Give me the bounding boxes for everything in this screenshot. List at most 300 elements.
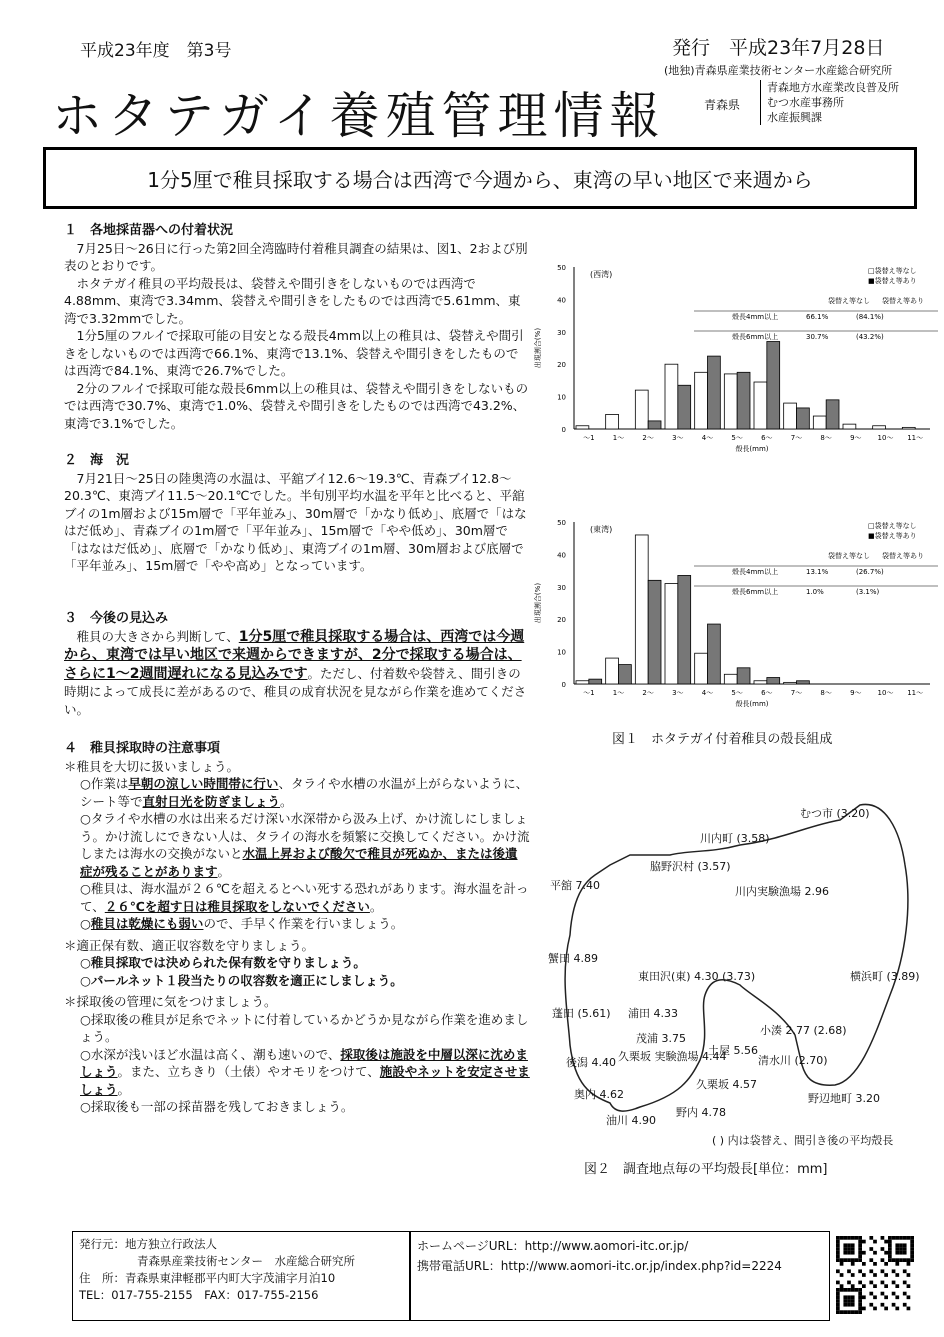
qr-module — [862, 1251, 866, 1255]
qr-module — [843, 1247, 847, 1251]
qr-module — [888, 1240, 892, 1244]
bar — [576, 681, 589, 684]
paragraph: 2分のフルイで採取可能な殻長6mm以上の稚貝は、袋替えや間引きをしないものでは西湾で30.7%、東湾で1.0%、袋替えや間引きをしたものでは西湾で43.2%、東湾で3.1%でした。 — [64, 380, 529, 431]
item: ＊適正保有数、適正収容数を守りましょう。 — [64, 937, 315, 953]
qr-module — [899, 1258, 903, 1262]
qr-module — [907, 1295, 911, 1299]
legend-entry: ■袋替え等あり — [868, 532, 917, 540]
qr-module — [855, 1258, 859, 1262]
qr-module — [862, 1273, 866, 1277]
mobile-url[interactable]: 携帯電話URL：http://www.aomori-itc.or.jp/index.php?id=2224 — [417, 1259, 782, 1273]
x-tick-label: 7～ — [790, 434, 803, 442]
qr-module — [858, 1236, 862, 1240]
qr-module — [851, 1310, 855, 1314]
qr-module — [869, 1303, 873, 1307]
qr-module — [858, 1310, 862, 1314]
qr-module — [858, 1243, 862, 1247]
qr-module — [858, 1292, 862, 1296]
qr-module — [873, 1262, 877, 1266]
legend-entry: ■袋替え等あり — [868, 277, 917, 285]
map-station: むつ市 (3.20) — [800, 807, 870, 820]
qr-module — [899, 1251, 903, 1255]
x-tick-label: 10～ — [877, 689, 894, 697]
bar — [648, 421, 661, 429]
legend-header: 袋替え等あり — [882, 297, 924, 305]
text: 稚貝の大きさから判断して、 — [76, 628, 239, 644]
figure1-caption: 図１ ホタテガイ付着稚貝の殻長組成 — [612, 732, 833, 747]
qr-module — [881, 1247, 885, 1251]
legend-entry: □袋替え等なし — [868, 522, 917, 530]
annotation-label: 殻長4mm以上 — [732, 568, 779, 576]
x-tick-label: 11～ — [907, 434, 924, 442]
qr-module — [903, 1236, 907, 1240]
prefecture: 青森県 — [704, 98, 741, 112]
qr-module — [910, 1240, 914, 1244]
qr-module — [910, 1243, 914, 1247]
qr-module — [840, 1262, 844, 1266]
paragraph: ホタテガイ稚貝の平均殻長は、袋替えや間引きをしないものでは西湾で4.88mm、東湾で3.34mm、袋替えや間引きをしたものでは西湾で5.61mm、東湾で3.32mmでした。 — [64, 275, 521, 326]
qr-module — [888, 1243, 892, 1247]
annotation-label: 殻長6mm以上 — [732, 588, 779, 596]
office-2: むつ水産事務所 — [767, 96, 844, 109]
qr-module — [862, 1307, 866, 1311]
qr-module — [881, 1292, 885, 1296]
qr-module — [858, 1303, 862, 1307]
section-2 — [64, 452, 530, 575]
offices-list — [760, 80, 899, 125]
x-tick-label: 8～ — [820, 434, 832, 442]
bar — [619, 665, 632, 684]
region-label: (西湾) — [590, 270, 613, 279]
annotation-value: 66.1% — [806, 313, 829, 321]
qr-module — [847, 1258, 851, 1262]
qr-module — [903, 1243, 907, 1247]
y-tick-label: 0 — [561, 681, 566, 689]
x-tick-label: ～1 — [583, 434, 595, 442]
qr-module — [903, 1281, 907, 1285]
x-tick-label: 6～ — [761, 434, 773, 442]
qr-module — [851, 1288, 855, 1292]
item: ○採取後も一部の採苗器を残しておきましょう。 — [80, 1099, 354, 1114]
bar — [767, 342, 780, 429]
qr-module — [873, 1273, 877, 1277]
map-station: 清水川 (2.70) — [758, 1054, 828, 1067]
paragraph — [64, 628, 530, 719]
qr-module — [836, 1303, 840, 1307]
x-tick-label: ～1 — [583, 689, 595, 697]
publish-date: 発行 平成23年7月28日 — [672, 37, 885, 59]
qr-module — [869, 1292, 873, 1296]
qr-module — [907, 1236, 911, 1240]
annotation-label: 殻長6mm以上 — [732, 333, 779, 341]
map-station: 奥内 4.62 — [574, 1088, 624, 1101]
qr-module — [873, 1240, 877, 1244]
qr-module — [843, 1243, 847, 1247]
qr-module — [851, 1247, 855, 1251]
section-title: １ 各地採苗器への付着状況 — [64, 223, 234, 238]
qr-module — [851, 1303, 855, 1307]
annotation-value: (43.2%) — [856, 333, 884, 341]
section-4 — [64, 740, 530, 1116]
x-tick-label: 5～ — [731, 434, 743, 442]
bar — [826, 400, 839, 429]
qr-module — [903, 1303, 907, 1307]
qr-module — [873, 1307, 877, 1311]
qr-module — [910, 1236, 914, 1240]
legend-header: 袋替え等あり — [882, 552, 924, 560]
qr-module — [881, 1281, 885, 1285]
qr-module — [892, 1281, 896, 1285]
qr-module — [851, 1251, 855, 1255]
bar — [606, 658, 619, 684]
qr-module — [847, 1303, 851, 1307]
map-station: 油川 4.90 — [606, 1114, 656, 1127]
item: ○パールネット１段当たりの収容数を適正にしましょう。 — [80, 972, 403, 988]
map-station: 野内 4.78 — [676, 1106, 726, 1119]
bar — [784, 682, 797, 684]
qr-module — [836, 1281, 840, 1285]
qr-module — [862, 1284, 866, 1288]
qr-module — [843, 1295, 847, 1299]
qr-module — [836, 1292, 840, 1296]
annotation-value: (3.1%) — [856, 588, 880, 596]
qr-module — [895, 1307, 899, 1311]
bar — [576, 426, 589, 429]
qr-module — [840, 1288, 844, 1292]
qr-module — [869, 1258, 873, 1262]
x-tick-label: 9～ — [850, 689, 862, 697]
qr-module — [884, 1240, 888, 1244]
publisher-box — [72, 1231, 410, 1321]
qr-module — [910, 1251, 914, 1255]
qr-module — [851, 1299, 855, 1303]
office-3: 水産振興課 — [767, 111, 822, 124]
bar — [873, 426, 886, 429]
y-tick-label: 20 — [557, 616, 566, 625]
qr-module — [888, 1236, 892, 1240]
headline — [43, 147, 917, 209]
bar — [606, 414, 619, 429]
map-note: ( ) 内は袋替え、間引き後の平均殻長 — [712, 1134, 894, 1147]
qr-module — [907, 1273, 911, 1277]
qr-module — [888, 1255, 892, 1259]
qr-module — [858, 1255, 862, 1259]
qr-module — [895, 1247, 899, 1251]
bar — [902, 427, 915, 429]
qr-module — [895, 1262, 899, 1266]
qr-module — [907, 1262, 911, 1266]
bar — [737, 668, 750, 684]
qr-module — [895, 1243, 899, 1247]
bar — [724, 374, 737, 429]
office-1: 青森地方水産業改良普及所 — [767, 81, 899, 94]
qr-module — [862, 1240, 866, 1244]
item: ○タライや水槽の水は出来るだけ深い水深帯から汲み上げ、かけ流しにしましょう。かけ流しにできない人は、タライの海水を頻繁に交換してください。かけ流しまたは海水の交換がないと水温上昇および酸欠で稚貝が死ぬか、または後遺症が残ることがあります。 — [80, 811, 530, 879]
qr-module — [858, 1299, 862, 1303]
bar — [767, 678, 780, 684]
region-label: (東湾) — [590, 525, 613, 534]
qr-module — [858, 1258, 862, 1262]
qr-module — [847, 1295, 851, 1299]
qr-module — [869, 1247, 873, 1251]
bar — [695, 372, 708, 429]
map-station: 野辺地町 3.20 — [808, 1092, 880, 1105]
qr-module — [847, 1247, 851, 1251]
annotation-value: 1.0% — [806, 588, 824, 596]
qr-module — [858, 1307, 862, 1311]
paragraph: 7月21日～25日の陸奥湾の水温は、平舘ブイ12.6～19.3℃、青森ブイ12.8～20.3℃、東湾ブイ11.5～20.1℃でした。半旬別平均水温を平年と比べると、平舘ブイの1m層および15m層で「平年並み」、30m層で「かなり低め」、底層で「はなはだ低め」、青森ブイの1m層で「平年並み」、15m層で「やや低め」、30m層で「はなはだ低め」、底層で「かなり低め」、東湾ブイの1m層、30m層および底層で「平年並み」、15m層で「やや高め」となっています。 — [64, 470, 527, 573]
figure2-caption: 図２ 調査地点毎の平均殻長[単位：mm] — [584, 1162, 828, 1177]
section-3 — [64, 610, 530, 718]
qr-module — [836, 1295, 840, 1299]
map-station: 久栗坂 実験漁場 4.44 — [618, 1050, 727, 1063]
section-title: ２ 海 況 — [64, 453, 130, 468]
qr-module — [843, 1299, 847, 1303]
y-tick-label: 40 — [557, 296, 566, 305]
x-tick-label: 4～ — [701, 689, 714, 697]
qr-module — [858, 1240, 862, 1244]
x-tick-label: 8～ — [820, 689, 832, 697]
qr-module — [836, 1307, 840, 1311]
qr-module — [895, 1273, 899, 1277]
qr-module — [892, 1303, 896, 1307]
bar — [635, 390, 648, 429]
x-tick-label: 3～ — [672, 689, 684, 697]
map-station: 川内町 (3.58) — [700, 832, 770, 845]
x-axis-label: 殻長(mm) — [735, 700, 769, 708]
qr-module — [869, 1236, 873, 1240]
qr-module — [899, 1243, 903, 1247]
section-title: ４ 稚貝採取時の注意事項 — [64, 741, 221, 756]
qr-module — [895, 1258, 899, 1262]
paragraph: 1分5厘のフルイで採取可能の目安となる殻長4mm以上の稚貝は、袋替えや間引きをしないものでは西湾で66.1%、東湾で13.1%、袋替えや間引きをしたものでは西湾で84.1%、東湾で26.7%でした。 — [64, 328, 524, 378]
qr-module — [858, 1251, 862, 1255]
qr-module — [881, 1236, 885, 1240]
x-tick-label: 5～ — [731, 689, 743, 697]
qr-module — [892, 1292, 896, 1296]
map-station: 脇野沢村 (3.57) — [650, 860, 731, 873]
qr-module — [836, 1269, 840, 1273]
annotation-value: 30.7% — [806, 333, 829, 341]
annotation-value: (84.1%) — [856, 313, 884, 321]
qr-module — [851, 1295, 855, 1299]
bar — [737, 372, 750, 429]
bar — [665, 364, 678, 429]
qr-module — [888, 1258, 892, 1262]
qr-module — [858, 1288, 862, 1292]
item: ○稚貝は乾燥にも弱いので、手早く作業を行いましょう。 — [80, 916, 404, 931]
qr-module — [836, 1251, 840, 1255]
qr-module — [862, 1295, 866, 1299]
qr-module — [899, 1247, 903, 1251]
homepage-url[interactable]: ホームページURL：http://www.aomori-itc.or.jp/ — [417, 1239, 689, 1253]
qr-module — [903, 1258, 907, 1262]
map-station: 蟹田 4.89 — [548, 952, 598, 965]
map-station: 横浜町 (3.89) — [850, 970, 920, 983]
y-tick-label: 10 — [557, 393, 566, 402]
bar — [708, 624, 721, 684]
qr-module — [903, 1292, 907, 1296]
section-title: ３ 今後の見込み — [64, 611, 169, 626]
qr-module — [855, 1310, 859, 1314]
qr-module — [869, 1281, 873, 1285]
map-station: 後潟 4.40 — [566, 1056, 616, 1069]
qr-module — [843, 1310, 847, 1314]
qr-module — [884, 1284, 888, 1288]
x-tick-label: 3～ — [672, 434, 684, 442]
qr-module — [873, 1284, 877, 1288]
qr-module — [888, 1247, 892, 1251]
organization: (地独)青森県産業技術センター水産総合研究所 — [664, 64, 893, 77]
bar — [754, 382, 767, 429]
x-tick-label: 7～ — [790, 689, 803, 697]
qr-module — [836, 1288, 840, 1292]
qr-module — [881, 1258, 885, 1262]
qr-module — [903, 1269, 907, 1273]
qr-module — [851, 1284, 855, 1288]
qr-module — [843, 1303, 847, 1307]
qr-module — [910, 1255, 914, 1259]
item: ＊稚貝を大切に扱いましょう。 — [64, 758, 240, 774]
qr-module — [836, 1310, 840, 1314]
qr-module — [895, 1251, 899, 1255]
address: 住 所：青森県東津軽郡平内町大字茂浦字月泊10 — [79, 1271, 336, 1285]
bar — [648, 580, 661, 684]
legend-entry: □袋替え等なし — [868, 267, 917, 275]
item: ○採取後の稚貝が足糸でネットに付着しているかどうか見ながら作業を進めましょう。 — [80, 1011, 529, 1044]
bar — [797, 408, 810, 429]
bar — [678, 575, 691, 684]
issue-number: 平成23年度 第3号 — [80, 41, 232, 61]
qr-module — [873, 1295, 877, 1299]
bar — [589, 679, 602, 684]
qr-module — [836, 1255, 840, 1259]
qr-module — [851, 1273, 855, 1277]
bar — [635, 535, 648, 684]
x-tick-label: 9～ — [850, 434, 862, 442]
x-tick-label: 10～ — [877, 434, 894, 442]
qr-module — [847, 1281, 851, 1285]
qr-module — [836, 1258, 840, 1262]
qr-module — [895, 1236, 899, 1240]
url-box — [410, 1231, 830, 1321]
bar — [784, 403, 797, 429]
map-station: 浦田 4.33 — [628, 1007, 678, 1020]
annotation-label: 殻長4mm以上 — [732, 313, 779, 321]
bar — [724, 674, 737, 684]
qr-module — [843, 1251, 847, 1255]
x-tick-label: 4～ — [701, 434, 714, 442]
qr-module — [840, 1273, 844, 1277]
bar — [843, 424, 856, 429]
y-tick-label: 50 — [557, 519, 566, 527]
qr-module — [858, 1295, 862, 1299]
qr-module — [858, 1247, 862, 1251]
legend-header: 袋替え等なし — [828, 552, 870, 560]
qr-module — [840, 1258, 844, 1262]
chart-west — [530, 255, 940, 465]
qr-code-icon — [836, 1236, 914, 1314]
qr-module — [847, 1243, 851, 1247]
legend-header: 袋替え等なし — [828, 297, 870, 305]
qr-module — [862, 1262, 866, 1266]
y-tick-label: 30 — [557, 328, 566, 337]
map-station: 土屋 5.56 — [708, 1044, 758, 1057]
qr-module — [851, 1258, 855, 1262]
qr-module — [907, 1258, 911, 1262]
qr-module — [899, 1236, 903, 1240]
item: ＊採取後の管理に気をつけましょう。 — [64, 994, 277, 1009]
qr-module — [836, 1243, 840, 1247]
qr-module — [836, 1299, 840, 1303]
qr-module — [869, 1269, 873, 1273]
section-1 — [64, 222, 530, 432]
annotation-value: 13.1% — [806, 568, 829, 576]
bar — [754, 681, 767, 684]
qr-module — [903, 1251, 907, 1255]
annotation-value: (26.7%) — [856, 568, 884, 576]
bar — [695, 653, 708, 684]
item: ○稚貝は、海水温が２６℃を超えるとへい死する恐れがあります。海水温を計って、２６℃を超す日は稚貝採取をしないでください。 — [80, 881, 529, 914]
x-tick-label: 2～ — [642, 434, 654, 442]
qr-module — [847, 1269, 851, 1273]
qr-module — [884, 1307, 888, 1311]
paragraph: 7月25日～26日に行った第2回全湾臨時付着稚貝調査の結果は、図1、2および別表のとおりです。 — [64, 240, 528, 273]
map-station: 久栗坂 4.57 — [696, 1078, 757, 1091]
qr-module — [903, 1247, 907, 1251]
map-station: 平舘 7.40 — [550, 879, 600, 892]
qr-module — [843, 1236, 847, 1240]
qr-module — [836, 1240, 840, 1244]
text: 。ただし、付着数や袋替え、間引きの時期によって成長に差があるので、稚貝の成育状況を見ながら作業を進めてください。 — [64, 665, 527, 717]
publisher-line: 青森県産業技術センター 水産総合研究所 — [137, 1254, 356, 1268]
qr-module — [895, 1284, 899, 1288]
qr-module — [840, 1284, 844, 1288]
item: ○稚貝採取では決められた保有数を守りましょう。 — [80, 955, 366, 970]
qr-module — [907, 1307, 911, 1311]
x-axis-label: 殻長(mm) — [735, 445, 769, 453]
qr-module — [884, 1251, 888, 1255]
publisher-line: 発行元：地方独立行政法人 — [79, 1237, 217, 1251]
bar — [708, 356, 721, 429]
x-tick-label: 6～ — [761, 689, 773, 697]
bar — [797, 681, 810, 684]
y-axis-label: 出現割合(%) — [534, 582, 542, 624]
qr-module — [892, 1258, 896, 1262]
y-tick-label: 0 — [561, 426, 566, 434]
x-tick-label: 2～ — [642, 689, 654, 697]
map-station: 茂浦 3.75 — [636, 1032, 686, 1045]
qr-module — [873, 1251, 877, 1255]
bar — [813, 416, 826, 429]
qr-module — [855, 1288, 859, 1292]
bar — [665, 584, 678, 684]
bar — [678, 385, 691, 429]
x-tick-label: 1～ — [612, 689, 625, 697]
qr-module — [888, 1251, 892, 1255]
y-tick-label: 40 — [557, 551, 566, 560]
qr-module — [847, 1310, 851, 1314]
qr-module — [910, 1247, 914, 1251]
qr-module — [884, 1295, 888, 1299]
qr-module — [892, 1269, 896, 1273]
qr-module — [836, 1236, 840, 1240]
qr-module — [840, 1310, 844, 1314]
phone: TEL：017-755-2155 FAX：017-755-2156 — [79, 1288, 319, 1302]
qr-module — [884, 1273, 888, 1277]
chart-east — [530, 510, 940, 720]
y-axis-label: 出現割合(%) — [534, 327, 542, 369]
